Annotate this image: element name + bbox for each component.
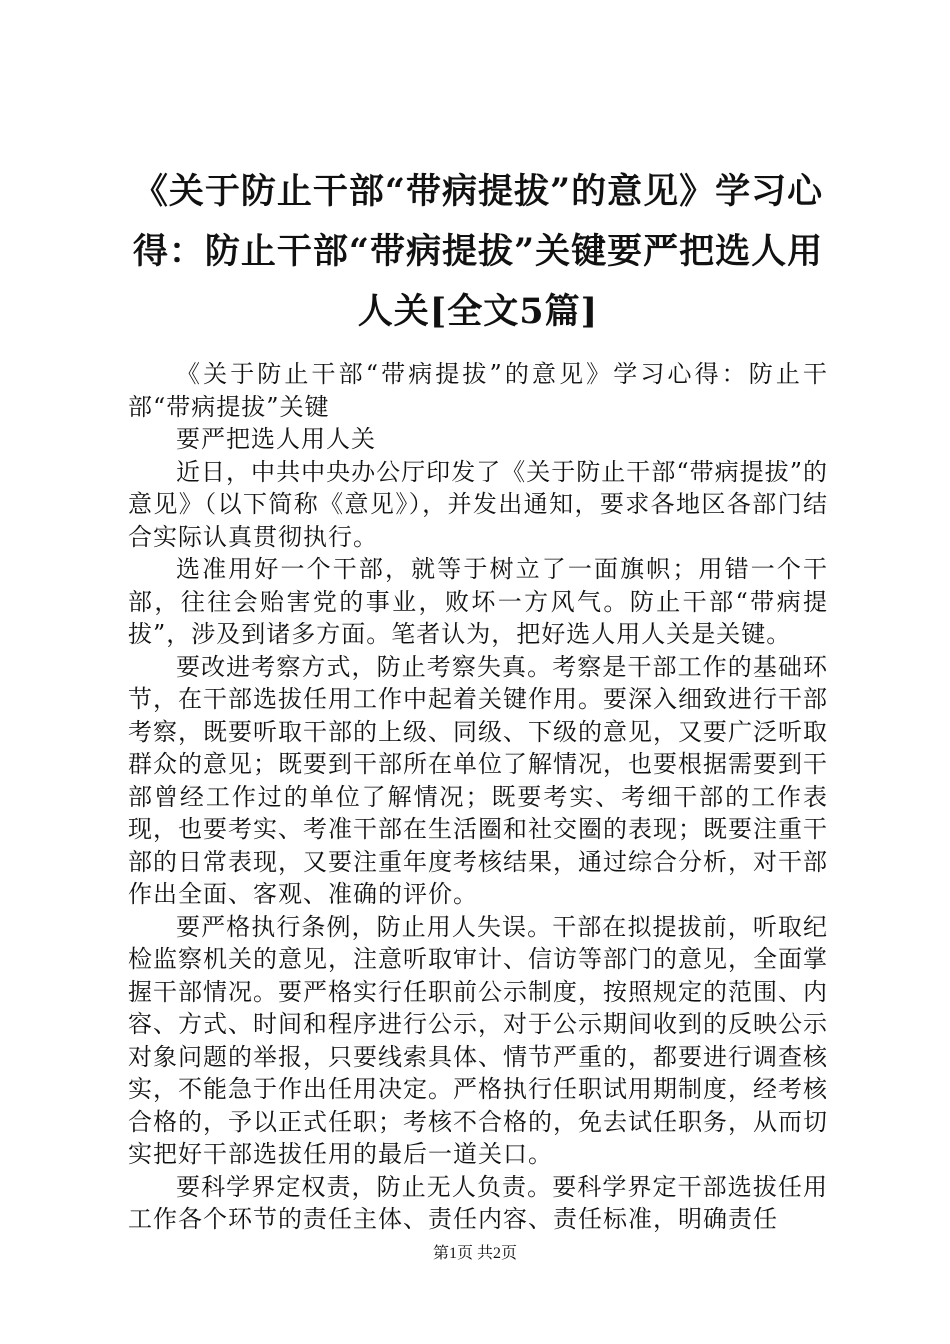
paragraph: 要改进考察方式，防止考察失真。考察是干部工作的基础环节，在干部选拔任用工作中起着关键作用。要深入细致进行干部考察，既要听取干部的上级、同级、下级的意见，又要广泛听取群众的意见；既要到干部所在单位了解情况，也要根据需要到干部曾经工作过的单位了解情况；既要考实、考细干部的工作表现，也要考实、考准干部在生活圈和社交圈的表现；既要注重干部的日常表现，又要注重年度考核结果，通过综合分析，对干部作出全面、客观、准确的评价。 [128, 652, 828, 908]
paragraph: 选准用好一个干部，就等于树立了一面旗帜；用错一个干部，往往会贻害党的事业，败坏一方风气。防止干部“带病提拔”，涉及到诸多方面。笔者认为，把好选人用人关是关键。 [128, 555, 828, 648]
document-title: 《关于防止干部“带病提拔”的意见》学习心得：防止干部“带病提拔”关键要严把选人用人关[全文5篇] [132, 171, 824, 332]
paragraph: 《关于防止干部“带病提拔”的意见》学习心得：防止干部“带病提拔”关键 [128, 360, 828, 421]
paragraph: 近日，中共中央办公厅印发了《关于防止干部“带病提拔”的意见》（以下简称《意见》），并发出通知，要求各地区各部门结合实际认真贯彻执行。 [128, 457, 828, 551]
paragraph: 要严格执行条例，防止用人失误。干部在拟提拔前，听取纪检监察机关的意见，注意听取审计、信访等部门的意见，全面掌握干部情况。要严格实行任职前公示制度，按照规定的范围、内容、方式、时间和程序进行公示，对于公示期间收到的反映公示对象问题的举报，只要线索具体、情节严重的，都要进行调查核实，不能急于作出任用决定。严格执行任职试用期制度，经考核合格的，予以正式任职；考核不合格的，免去试任职务，从而切实把好干部选拔任用的最后一道关口。 [128, 912, 828, 1168]
paragraph: 要科学界定权责，防止无人负责。要科学界定干部选拔任用工作各个环节的责任主体、责任内容、责任标准，明确责任 [128, 1172, 828, 1233]
paragraph: 要严把选人用人关 [176, 425, 376, 453]
document-body [128, 358, 828, 1236]
page-footer: 第1页 共2页 [432, 1245, 517, 1262]
